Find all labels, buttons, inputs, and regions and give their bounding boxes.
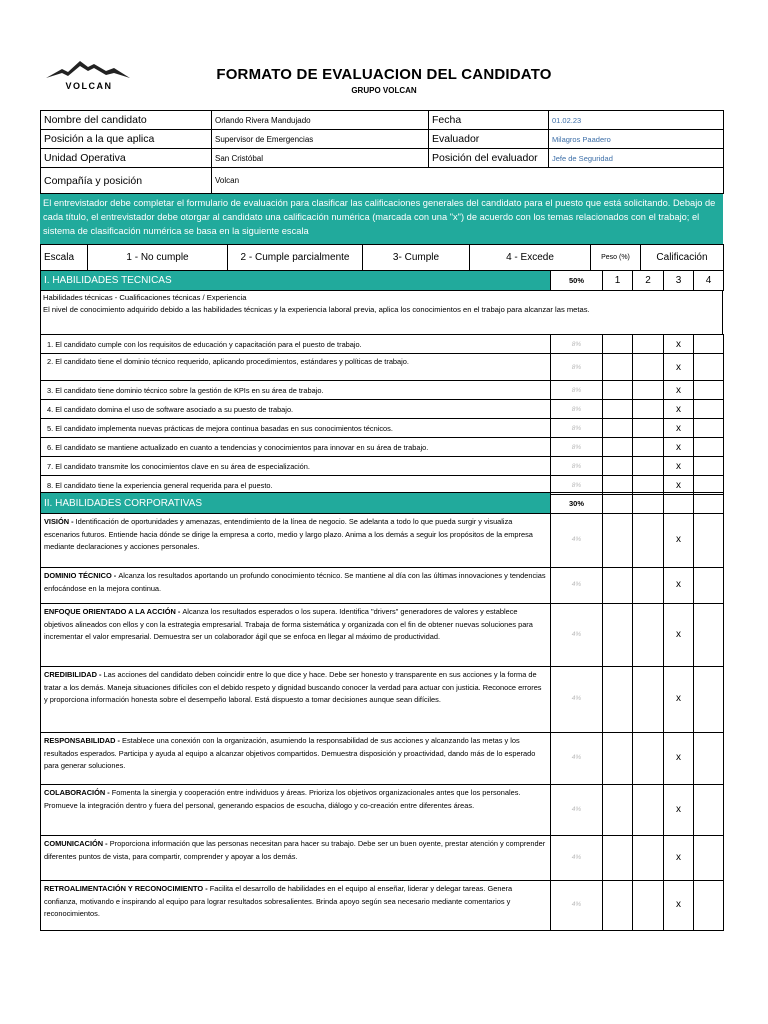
item-weight: 4% [551,568,603,604]
competency-desc: Proporciona información que las personas necesitan para hacer su trabajo. Debe ser un buen oyente, prestar atención y comprender diferentes puntos de vista, para compartir, comprender y apoyar a los demás. [44,839,546,861]
competency-desc: Las acciones del candidato deben coincidir entre lo que dice y hace. Debe ser honesto y transparente en sus acciones y la forma de tratar a los demás. Maneja situaciones difíciles con el debido respeto y dignidad buscando conocer la verdad para actuar con justicia. Reconoce errores y proporciona información honesta sobre el desempeño laboral. Está dispuesto a tomar decisiones aunque sean difíciles. [44,670,542,705]
rating-cell-1[interactable] [603,438,633,457]
table-row [41,335,724,354]
item-weight: 8% [551,476,603,495]
rating-cell-1[interactable] [603,836,633,881]
scale-3: 3- Cumple [363,245,470,271]
rating-cell-3[interactable]: x [664,785,694,836]
rating-col-4: 4 [694,271,724,291]
rating-cell-1[interactable] [603,335,633,354]
competency-desc: Identificación de oportunidades y amenazas, entendimiento de la línea de negocio. Se adelanta a todo lo que pueda surgir y visualiza escenarios futuros. Entiende hacia dónde se dirige la empresa a corto, medio y largo plazo. Anima a los demás a seguir los propósitos de la empresa mediante declaraciones y acciones personales. [44,517,533,552]
rating-cell-2[interactable] [633,457,664,476]
table-row [41,457,724,476]
rating-cell-2[interactable] [633,881,664,931]
competency-text [41,667,551,733]
rating-cell-2[interactable] [633,381,664,400]
competency-desc: Alcanza los resultados esperados o los supera. Identifica "drivers" generadores de valores y establece objetivos alineados con ellos y con la estrategia empresarial. Trabaja de forma sistemática y organizada con el fin de obtener nuevas soluciones para incrementar el valor empresarial. Demuestra ser un colaborador ágil que se enfoca en llegar al máximo de productividad. [44,607,533,642]
form-title: FORMATO DE EVALUACION DEL CANDIDATO [216,66,552,83]
item-weight: 8% [551,457,603,476]
item-text: 5. El candidato implementa nuevas prácticas de mejora continua basadas en sus conocimientos técnicos. [41,419,551,438]
rating-cell-4[interactable] [694,419,724,438]
item-weight: 8% [551,419,603,438]
rating-cell-1[interactable] [603,604,633,667]
section-1-desc-title: Habilidades técnicas - Cualificaciones técnicas / Experiencia [43,293,247,302]
rating-cell-2[interactable] [633,667,664,733]
rating-cell-1[interactable] [603,667,633,733]
rating-cell-1[interactable] [603,419,633,438]
rating-cell-2[interactable] [633,438,664,457]
instructions-banner: El entrevistador debe completar el formulario de evaluación para clasificar las calificaciones generales del candidato para el puesto que está solicitando. Debajo de cada título, el entrevistador debe otorgar al candidato una calificación numérica (marcada con una "x") de acuerdo con los temas relacionados con el trabajo; el sistema de clasificación numérica se basa en la siguiente escala [40,194,723,244]
rating-cell-4[interactable] [694,785,724,836]
item-weight: 8% [551,400,603,419]
competency-key: CREDIBILIDAD - [44,670,104,679]
item-weight: 4% [551,733,603,785]
rating-cell-4[interactable] [694,568,724,604]
rating-cell-3[interactable]: x [664,604,694,667]
section-2-items [40,513,724,931]
rating-cell-4[interactable] [694,604,724,667]
evaluator-position-label: Posición del evaluador [429,149,549,168]
rating-cell-1[interactable] [603,457,633,476]
rating-cell-3[interactable]: x [664,568,694,604]
competency-key: ENFOQUE ORIENTADO A LA ACCIÓN - [44,607,183,616]
scale-1: 1 - No cumple [88,245,228,271]
scale-4: 4 - Excede [470,245,591,271]
section-1-items [40,334,724,495]
item-text: 8. El candidato tiene la experiencia general requerida para el puesto. [41,476,551,495]
rating-cell-2[interactable] [633,354,664,381]
table-row [41,419,724,438]
scale-label: Escala [41,245,88,271]
rating-cell-4[interactable] [694,381,724,400]
section-1-header [40,270,724,291]
rating-cell-4[interactable] [694,335,724,354]
section-2-title: II. HABILIDADES CORPORATIVAS [41,493,551,514]
item-text: 6. El candidato se mantiene actualizado en cuanto a tendencias y conocimientos para innovar en su área de trabajo. [41,438,551,457]
rating-cell-3[interactable]: x [664,354,694,381]
rating-cell-3[interactable]: x [664,335,694,354]
competency-key: COMUNICACIÓN - [44,839,110,848]
candidate-info-table [40,110,724,194]
table-row [41,354,724,381]
unit-value[interactable]: San Cristóbal [212,149,429,168]
item-weight: 4% [551,514,603,568]
rating-cell-3[interactable]: x [664,381,694,400]
rating-cell-3[interactable]: x [664,514,694,568]
rating-cell-3[interactable]: x [664,400,694,419]
rating-cell-4[interactable] [694,667,724,733]
item-weight: 4% [551,881,603,931]
position-value[interactable]: Supervisor de Emergencias [212,130,429,149]
item-text: 1. El candidato cumple con los requisitos de educación y capacitación para el puesto de trabajo. [41,335,551,354]
rating-cell-3[interactable]: x [664,836,694,881]
table-row [41,836,724,881]
section-1-desc-text: El nivel de conocimiento adquirido debido a las habilidades técnicas y la experiencia laboral previa, aplica los conocimientos en el trabajo para alcanzar las metas. [43,305,590,314]
rating-cell-4[interactable] [694,457,724,476]
competency-key: RESPONSABILIDAD - [44,736,123,745]
table-row [41,438,724,457]
competency-desc: Fomenta la sinergia y cooperación entre individuos y áreas. Prioriza los objetivos organizacionales antes que los personales. Promueve la integración dentro y fuera del personal, generando espacios de escucha, diálogo y co-creación entre diferentes áreas. [44,788,521,810]
competency-text [41,514,551,568]
scale-2: 2 - Cumple parcialmente [228,245,363,271]
competency-text [41,604,551,667]
volcan-logo [44,56,134,92]
item-text: 7. El candidato transmite los conocimientos clave en su área de especialización. [41,457,551,476]
competency-text [41,733,551,785]
form-subtitle: GRUPO VOLCAN [351,86,417,95]
competency-text [41,836,551,881]
rating-cell-2[interactable] [633,836,664,881]
table-row [41,785,724,836]
rating-cell-2[interactable] [633,604,664,667]
position-label: Posición a la que aplica [41,130,212,149]
competency-key: COLABORACIÓN - [44,788,112,797]
section-2-weight: 30% [551,493,603,514]
rating-cell-4[interactable] [694,881,724,931]
table-row [41,667,724,733]
rating-cell-1[interactable] [603,881,633,931]
rating-cell-1[interactable] [603,354,633,381]
table-row [41,881,724,931]
rating-col-3: 3 [664,271,694,291]
competency-key: RETROALIMENTACIÓN Y RECONOCIMIENTO - [44,884,210,893]
scale-row [40,244,724,271]
rating-cell-1[interactable] [603,381,633,400]
table-row [41,400,724,419]
company-label: Compañía y posición [41,168,212,194]
section-1-weight: 50% [551,271,603,291]
item-text: 3. El candidato tiene dominio técnico sobre la gestión de KPIs en su área de trabajo. [41,381,551,400]
rating-cell-2[interactable] [633,419,664,438]
rating-cell-2[interactable] [633,400,664,419]
competency-desc: Facilita el desarrollo de habilidades en el equipo al enseñar, liderar y delegar tareas. Genera confianza, motivando e inspirando al equipo para lograr resultados sobresalientes. Brinda apoyo según sea necesario mediante comentarios y reconocimientos. [44,884,513,919]
competency-key: VISIÓN - [44,517,76,526]
rating-cell-3[interactable]: x [664,733,694,785]
competency-text [41,785,551,836]
rating-cell-1[interactable] [603,400,633,419]
rating-cell-3[interactable]: x [664,457,694,476]
rating-cell-2[interactable] [633,335,664,354]
rating-cell-2[interactable] [633,514,664,568]
section-2-header [40,492,724,514]
rating-cell-4[interactable] [694,514,724,568]
item-weight: 4% [551,604,603,667]
item-weight: 4% [551,667,603,733]
competency-desc: Alcanza los resultados aportando un profundo conocimiento técnico. Se mantiene al día con las últimas innovaciones y tendencias enfocándose en la mejora continua. [44,571,546,593]
rating-cell-4[interactable] [694,438,724,457]
rating-cell-1[interactable] [603,514,633,568]
rating-col-1: 1 [603,271,633,291]
item-weight: 8% [551,354,603,381]
table-row [41,514,724,568]
rating-cell-1[interactable] [603,568,633,604]
name-value[interactable]: Orlando Rivera Mandujado [212,111,429,130]
date-label: Fecha [429,111,549,130]
evaluator-value[interactable]: Milagros Paadero [549,130,724,149]
rating-cell-3[interactable]: x [664,881,694,931]
rating-cell-3[interactable]: x [664,419,694,438]
item-text: 2. El candidato tiene el dominio técnico requerido, aplicando procedimientos, estándares y políticas de trabajo. [41,354,551,381]
rating-cell-4[interactable] [694,733,724,785]
rating-cell-3[interactable]: x [664,438,694,457]
item-text: 4. El candidato domina el uso de software asociado a su puesto de trabajo. [41,400,551,419]
item-weight: 4% [551,785,603,836]
rating-cell-2[interactable] [633,568,664,604]
item-weight: 4% [551,836,603,881]
weight-header: Peso (%) [591,245,641,271]
logo-text: VOLCAN [65,81,113,91]
rating-cell-2[interactable] [633,733,664,785]
rating-cell-4[interactable] [694,836,724,881]
table-row [41,733,724,785]
date-value[interactable]: 01.02.23 [549,111,724,130]
unit-label: Unidad Operativa [41,149,212,168]
section-1-description [40,290,723,334]
evaluator-position-value[interactable]: Jefe de Seguridad [549,149,724,168]
evaluator-label: Evaluador [429,130,549,149]
rating-cell-3[interactable]: x [664,476,694,495]
item-weight: 8% [551,335,603,354]
rating-cell-4[interactable] [694,354,724,381]
table-row [41,381,724,400]
rating-cell-2[interactable] [633,785,664,836]
rating-col-2: 2 [633,271,664,291]
company-value[interactable]: Volcan [212,168,724,194]
competency-text [41,568,551,604]
item-weight: 8% [551,381,603,400]
competency-key: DOMINIO TÉCNICO - [44,571,119,580]
table-row [41,568,724,604]
rating-cell-1[interactable] [603,785,633,836]
rating-header: Calificación [641,245,724,271]
table-row [41,604,724,667]
item-weight: 8% [551,438,603,457]
competency-text [41,881,551,931]
rating-cell-1[interactable] [603,733,633,785]
name-label: Nombre del candidato [41,111,212,130]
section-1-title: I. HABILIDADES TECNICAS [41,271,551,291]
competency-desc: Establece una conexión con la organización, asumiendo la responsabilidad de sus acciones y alcanzando las metas y los resultados esperados. Participa y ayuda al equipo a alcanzar objetivos compartidos. Demuestra disposición y proactividad, dando más de lo esperado para generar soluciones. [44,736,536,771]
rating-cell-3[interactable]: x [664,667,694,733]
rating-cell-4[interactable] [694,400,724,419]
